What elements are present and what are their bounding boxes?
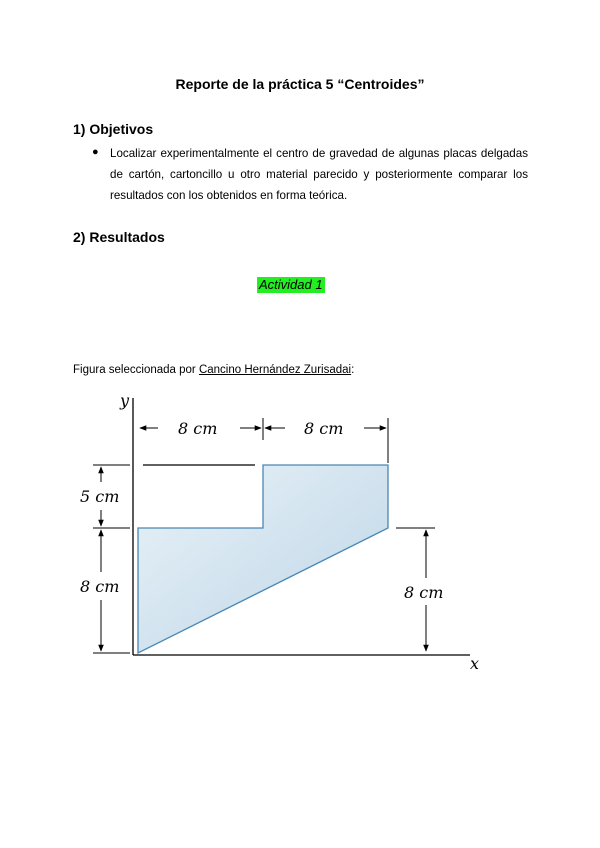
- y-axis-label: y: [120, 391, 130, 410]
- figure-caption-suffix: :: [351, 364, 355, 376]
- dim-label-left-lower: 8 cm: [80, 577, 120, 596]
- dim-label-left-upper: 5 cm: [80, 487, 120, 506]
- x-axis-label: x: [470, 654, 480, 673]
- activity-label: Actividad 1: [259, 277, 323, 292]
- section-objetivos-heading: 1) Objetivos: [73, 121, 154, 137]
- centroid-figure: [0, 380, 600, 680]
- figure-caption-prefix: Figura seleccionada por: [73, 364, 199, 376]
- figure-caption-author: Cancino Hernández Zurisadai: [198, 364, 352, 376]
- dim-label-right: 8 cm: [404, 583, 444, 602]
- plate-shape: [138, 465, 388, 653]
- figure-caption: [73, 364, 354, 376]
- dim-label-top-left: 8 cm: [178, 419, 218, 438]
- bullet-marker: ●: [92, 146, 99, 158]
- page-title: Reporte de la práctica 5 “Centroides”: [175, 76, 425, 92]
- section-resultados-heading: 2) Resultados: [73, 229, 165, 245]
- dim-label-top-right: 8 cm: [304, 419, 344, 438]
- objective-text: Localizar experimentalmente el centro de gravedad de algunas placas delgadas de cartón, cartoncillo u otro material parecido y posteriormente comparar los resultados con los obtenidos en forma teórica.: [110, 147, 528, 202]
